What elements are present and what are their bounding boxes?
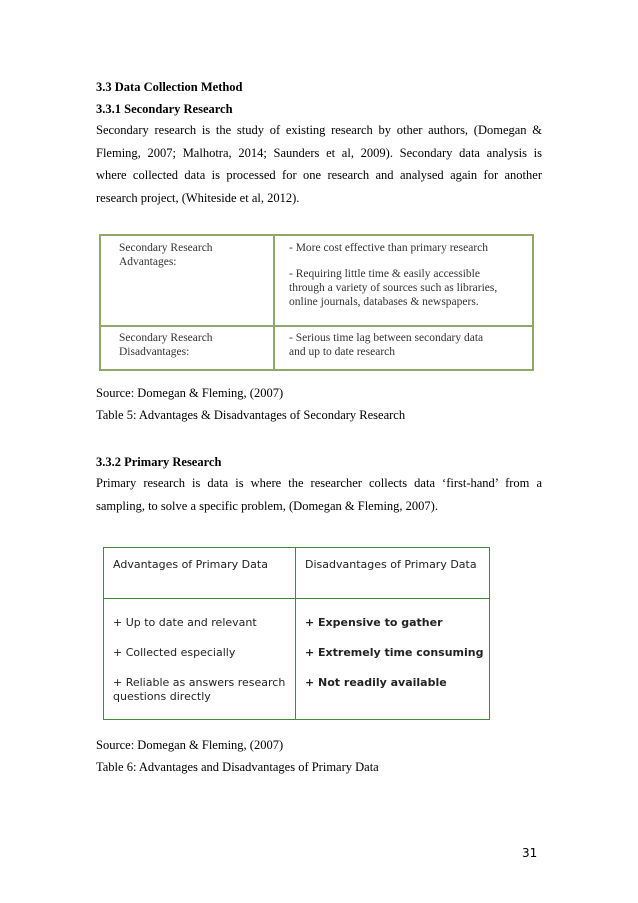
advantages-list [289, 241, 497, 309]
secondary-research-heading: 3.3.1 Secondary Research [96, 102, 233, 116]
list-item: + Reliable as answers research [113, 676, 286, 689]
advantages-label [119, 241, 213, 269]
label-line: Secondary Research [119, 332, 213, 344]
list-item: through a variety of sources such as libraries, [289, 282, 498, 294]
table6-caption: Table 6: Advantages and Disadvantages of Primary Data [96, 760, 379, 774]
label-line: Disadvantages: [119, 346, 190, 358]
list-item: + Not readily available [305, 676, 447, 689]
secondary-research-paragraph [96, 119, 542, 209]
list-item: + Expensive to gather [305, 616, 443, 629]
disadvantages-list [289, 331, 483, 359]
list-item: - Requiring little time & easily accessible [289, 268, 480, 280]
header-advantages: Advantages of Primary Data [113, 558, 268, 571]
header-disadvantages: Disadvantages of Primary Data [305, 558, 477, 571]
table-row-divider [104, 598, 489, 599]
paragraph-line: sampling, to solve a specific problem, (Domegan & Fleming, 2007). [96, 498, 438, 513]
list-item: - More cost effective than primary research [289, 242, 489, 254]
paragraph-line: Fleming, 2007; Malhotra, 2014; Saunders et al, 2009). Secondary data analysis is [96, 145, 542, 160]
list-item: - Serious time lag between secondary data [289, 332, 484, 344]
label-line: Advantages: [119, 256, 177, 268]
primary-research-heading: 3.3.2 Primary Research [96, 455, 222, 469]
page-number: 31 [522, 846, 538, 860]
list-item: and up to date research [289, 346, 396, 358]
primary-advantages-list [113, 616, 285, 704]
table-row-divider [101, 325, 532, 327]
primary-disadvantages-list [305, 616, 484, 690]
section-heading: 3.3 Data Collection Method [96, 80, 243, 94]
paragraph-line: research project, (Whiteside et al, 2012). [96, 190, 300, 205]
paragraph-line: where collected data is processed for one research and analysed again for another [96, 168, 542, 182]
table6-source: Source: Domegan & Fleming, (2007) [96, 738, 284, 752]
list-item: + Up to date and relevant [113, 616, 257, 629]
paragraph-line: Secondary research is the study of existing research by other authors, (Domegan & [96, 123, 542, 137]
primary-data-table [103, 547, 490, 720]
label-line: Secondary Research [119, 242, 213, 254]
primary-research-paragraph [96, 472, 542, 517]
table5-source: Source: Domegan & Fleming, (2007) [96, 386, 284, 400]
list-item: + Extremely time consuming [305, 646, 484, 659]
disadvantages-label [119, 331, 213, 359]
list-item: online journals, databases & newspapers. [289, 296, 479, 308]
list-item: questions directly [113, 690, 211, 703]
list-item: + Collected especially [113, 646, 236, 659]
paragraph-line: Primary research is data is where the researcher collects data ‘first-hand’ from a [96, 476, 542, 490]
table-column-divider [295, 548, 296, 719]
table5-caption: Table 5: Advantages & Disadvantages of Secondary Research [96, 408, 406, 422]
table-column-divider [273, 236, 275, 369]
secondary-research-table [99, 234, 534, 371]
